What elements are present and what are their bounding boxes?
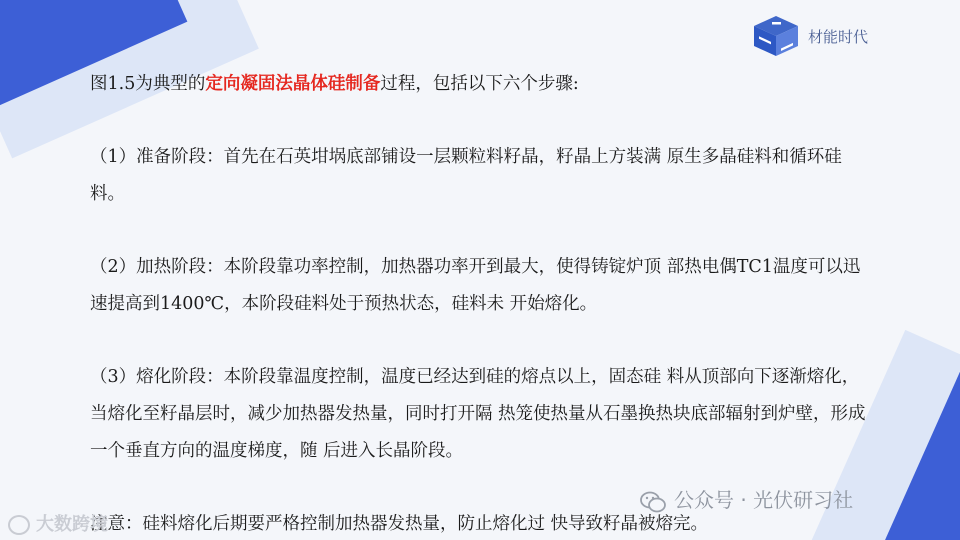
wechat-icon <box>640 491 666 513</box>
wechat-watermark <box>640 484 853 513</box>
cube-logo-icon <box>752 14 800 58</box>
note-paragraph: 注意：硅料熔化后期要严格控制加热器发热量，防止熔化过 快导致籽晶被熔完。 <box>90 514 709 534</box>
wechat-label: 公众号 · 光伏研习社 <box>674 488 854 512</box>
step-3-paragraph: （3）熔化阶段：本阶段靠温度控制，温度已经达到硅的熔点以上，固态硅 料从顶部向下逐渐熔化，当熔化至籽晶层时，减少加热器发热量，同时打开隔 热笼使热量从石墨换热块底部辐射到炉壁，形成一个垂直方向的温度梯度，随 后进入长晶阶段。 <box>90 367 866 461</box>
step-2-paragraph: （2）加热阶段：本阶段靠功率控制，加热器功率开到最大，使得铸锭炉顶 部热电偶TC1温度可以迅速提高到1400℃，本阶段硅料处于预热状态，硅料未 开始熔化。 <box>90 257 861 314</box>
intro-highlight: 定向凝固法晶体硅制备 <box>205 74 381 94</box>
watermark-left-text: 大数跨境 <box>36 514 108 535</box>
watermark-logo-icon <box>8 515 30 535</box>
brand-name: 材能时代 <box>808 28 869 46</box>
intro-suffix: 过程，包括以下六个步骤: <box>380 74 579 94</box>
intro-paragraph <box>90 66 870 103</box>
watermark-left <box>8 510 108 536</box>
step-1-paragraph: （1）准备阶段：首先在石英坩埚底部铺设一层颗粒料籽晶，籽晶上方装满 原生多晶硅料和循环硅料。 <box>90 147 842 204</box>
slide-body <box>90 66 870 540</box>
intro-prefix: 图1.5为典型的 <box>90 74 206 94</box>
